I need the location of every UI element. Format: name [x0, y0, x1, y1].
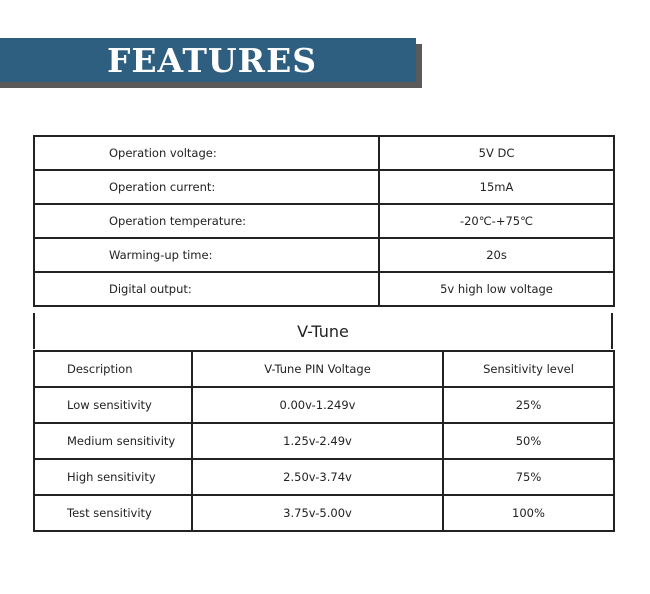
- spec-label: Digital output:: [34, 272, 379, 306]
- features-banner: [0, 38, 416, 82]
- column-header-voltage: V-Tune PIN Voltage: [192, 351, 443, 387]
- spec-row: [34, 238, 614, 272]
- spec-value: -20℃-+75℃: [379, 204, 614, 238]
- page-title: FEATURES: [106, 40, 318, 80]
- table-row: [34, 459, 614, 495]
- row-voltage: 0.00v-1.249v: [192, 387, 443, 423]
- row-description: Low sensitivity: [34, 387, 192, 423]
- row-voltage: 2.50v-3.74v: [192, 459, 443, 495]
- column-header-sensitivity: Sensitivity level: [443, 351, 614, 387]
- column-header-description: Description: [34, 351, 192, 387]
- row-sensitivity: 75%: [443, 459, 614, 495]
- table-row: [34, 423, 614, 459]
- table-row: [34, 387, 614, 423]
- spec-label: Operation temperature:: [34, 204, 379, 238]
- spec-row: [34, 204, 614, 238]
- row-sensitivity: 50%: [443, 423, 614, 459]
- spec-value: 20s: [379, 238, 614, 272]
- row-description: Medium sensitivity: [34, 423, 192, 459]
- row-voltage: 3.75v-5.00v: [192, 495, 443, 531]
- row-description: Test sensitivity: [34, 495, 192, 531]
- table-row: [34, 495, 614, 531]
- spec-value: 15mA: [379, 170, 614, 204]
- vtune-header-row: [34, 351, 614, 387]
- spec-value: 5v high low voltage: [379, 272, 614, 306]
- spec-label: Operation voltage:: [34, 136, 379, 170]
- row-voltage: 1.25v-2.49v: [192, 423, 443, 459]
- row-description: High sensitivity: [34, 459, 192, 495]
- vtune-title: V-Tune: [33, 313, 613, 349]
- vtune-table: [33, 350, 615, 532]
- spec-label: Operation current:: [34, 170, 379, 204]
- spec-value: 5V DC: [379, 136, 614, 170]
- row-sensitivity: 25%: [443, 387, 614, 423]
- spec-row: [34, 136, 614, 170]
- spec-label: Warming-up time:: [34, 238, 379, 272]
- specs-table: [33, 135, 615, 307]
- row-sensitivity: 100%: [443, 495, 614, 531]
- spec-row: [34, 170, 614, 204]
- spec-row: [34, 272, 614, 306]
